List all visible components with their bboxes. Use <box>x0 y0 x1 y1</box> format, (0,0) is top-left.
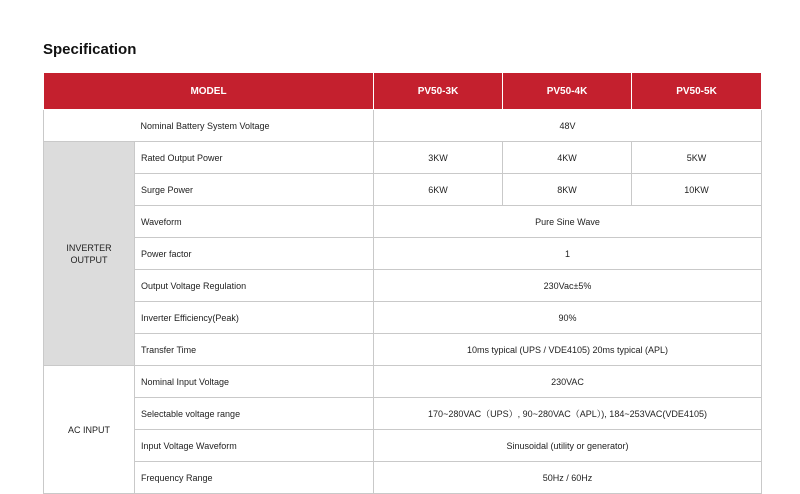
row-label: Selectable voltage range <box>135 398 374 430</box>
group-inverter-output <box>44 142 135 366</box>
row-value: 10ms typical (UPS / VDE4105) 20ms typical (APL) <box>374 334 762 366</box>
group-label: AC INPUT <box>67 424 110 435</box>
table-row <box>44 430 762 462</box>
row-value: 8KW <box>503 174 632 206</box>
table-row <box>44 302 762 334</box>
table-row <box>44 238 762 270</box>
model-pv50-4k: PV50-4K <box>503 73 632 110</box>
row-value: 90% <box>374 302 762 334</box>
row-label: Input Voltage Waveform <box>135 430 374 462</box>
row-label: Rated Output Power <box>135 142 374 174</box>
group-ac-input <box>44 366 135 494</box>
row-label: Frequency Range <box>135 462 374 494</box>
table-row <box>44 398 762 430</box>
table-row <box>44 366 762 398</box>
group-label: INVERTER OUTPUT <box>66 242 112 265</box>
table-row <box>44 334 762 366</box>
row-value: 48V <box>374 110 762 142</box>
row-value: Sinusoidal (utility or generator) <box>374 430 762 462</box>
specification-table <box>43 72 762 494</box>
table-row <box>44 206 762 238</box>
row-value: 4KW <box>503 142 632 174</box>
row-value: Pure Sine Wave <box>374 206 762 238</box>
table-row <box>44 174 762 206</box>
page-title: Specification <box>43 41 137 58</box>
blank-cell <box>44 110 135 142</box>
model-pv50-5k: PV50-5K <box>632 73 762 110</box>
model-header: MODEL <box>44 73 374 110</box>
row-value: 50Hz / 60Hz <box>374 462 762 494</box>
row-value: 170~280VAC（UPS）, 90~280VAC（APL）), 184~253VAC(VDE4105) <box>374 398 762 430</box>
row-label: Transfer Time <box>135 334 374 366</box>
table-row <box>44 142 762 174</box>
row-value: 6KW <box>374 174 503 206</box>
row-label: Power factor <box>135 238 374 270</box>
row-label: Waveform <box>135 206 374 238</box>
model-pv50-3k: PV50-3K <box>374 73 503 110</box>
row-label: Surge Power <box>135 174 374 206</box>
row-value: 5KW <box>632 142 762 174</box>
row-value: 230VAC <box>374 366 762 398</box>
table-header-row <box>44 73 762 110</box>
row-label: Inverter Efficiency(Peak) <box>135 302 374 334</box>
table-row <box>44 110 762 142</box>
row-value: 1 <box>374 238 762 270</box>
row-value: 230Vac±5% <box>374 270 762 302</box>
row-value: 10KW <box>632 174 762 206</box>
row-label: Nominal Battery System Voltage <box>135 110 374 142</box>
row-label: Output Voltage Regulation <box>135 270 374 302</box>
row-value: 3KW <box>374 142 503 174</box>
table-row <box>44 270 762 302</box>
row-label: Nominal Input Voltage <box>135 366 374 398</box>
table-row <box>44 462 762 494</box>
